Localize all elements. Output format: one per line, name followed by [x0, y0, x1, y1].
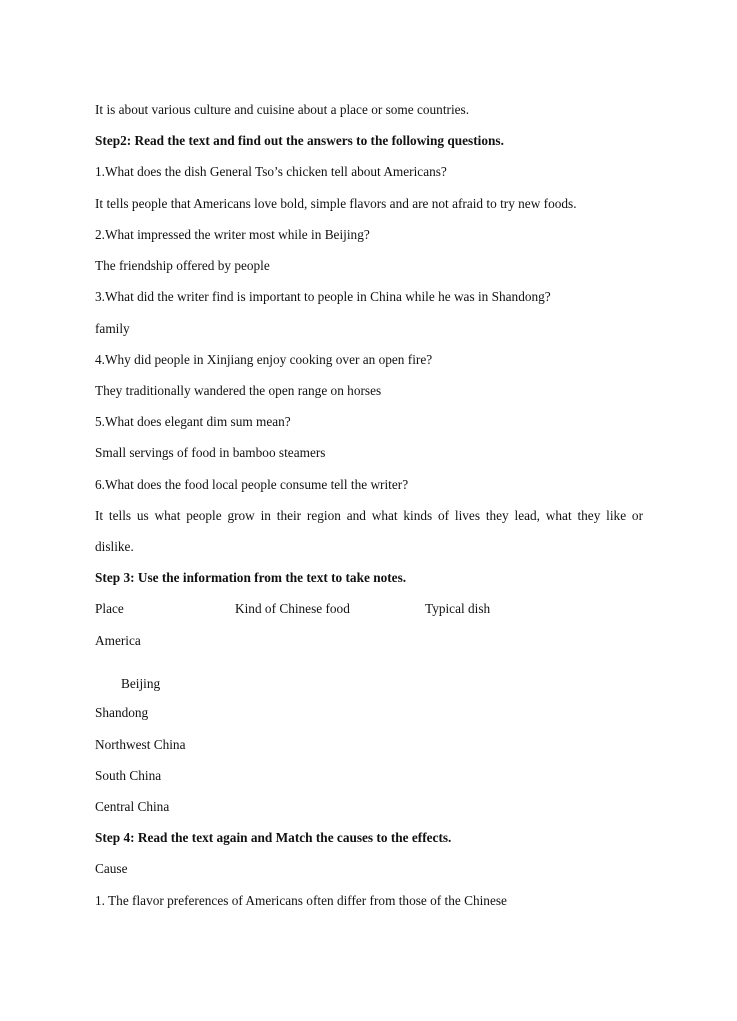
- place-shandong: Shandong: [95, 705, 149, 720]
- column-header-place: Place: [95, 601, 124, 616]
- place-south-china: South China: [95, 768, 162, 783]
- question-6: 6.What does the food local people consume tell the writer?: [95, 477, 409, 492]
- place-america: America: [95, 633, 141, 648]
- answer-2: The friendship offered by people: [95, 258, 270, 273]
- question-2: 2.What impressed the writer most while in Beijing?: [95, 227, 370, 242]
- question-3: 3.What did the writer find is important to people in China while he was in Shandong?: [95, 289, 551, 304]
- intro-text: It is about various culture and cuisine about a place or some countries.: [95, 102, 470, 117]
- answer-6-line-1: It tells us what people grow in their region and what kinds of lives they lead, what they like or: [95, 508, 643, 523]
- step3-heading: Step 3: Use the information from the text to take notes.: [95, 570, 407, 585]
- cause-1: 1. The flavor preferences of Americans often differ from those of the Chinese: [95, 893, 507, 908]
- cause-label: Cause: [95, 861, 128, 876]
- place-central-china: Central China: [95, 799, 170, 814]
- answer-3: family: [95, 321, 130, 336]
- step4-heading: Step 4: Read the text again and Match the causes to the effects.: [95, 830, 452, 845]
- step2-heading: Step2: Read the text and find out the answers to the following questions.: [95, 133, 504, 148]
- answer-6-line-2: dislike.: [95, 539, 134, 554]
- answer-1: It tells people that Americans love bold, simple flavors and are not afraid to try new foods.: [95, 196, 577, 211]
- answer-4: They traditionally wandered the open range on horses: [95, 383, 382, 398]
- place-northwest-china: Northwest China: [95, 737, 186, 752]
- question-5: 5.What does elegant dim sum mean?: [95, 414, 291, 429]
- answer-5: Small servings of food in bamboo steamers: [95, 445, 326, 460]
- column-header-dish: Typical dish: [425, 601, 491, 616]
- column-header-kind: Kind of Chinese food: [235, 601, 350, 616]
- question-4: 4.Why did people in Xinjiang enjoy cooking over an open fire?: [95, 352, 433, 367]
- question-1: 1.What does the dish General Tso’s chicken tell about Americans?: [95, 164, 447, 179]
- place-beijing: Beijing: [121, 676, 161, 691]
